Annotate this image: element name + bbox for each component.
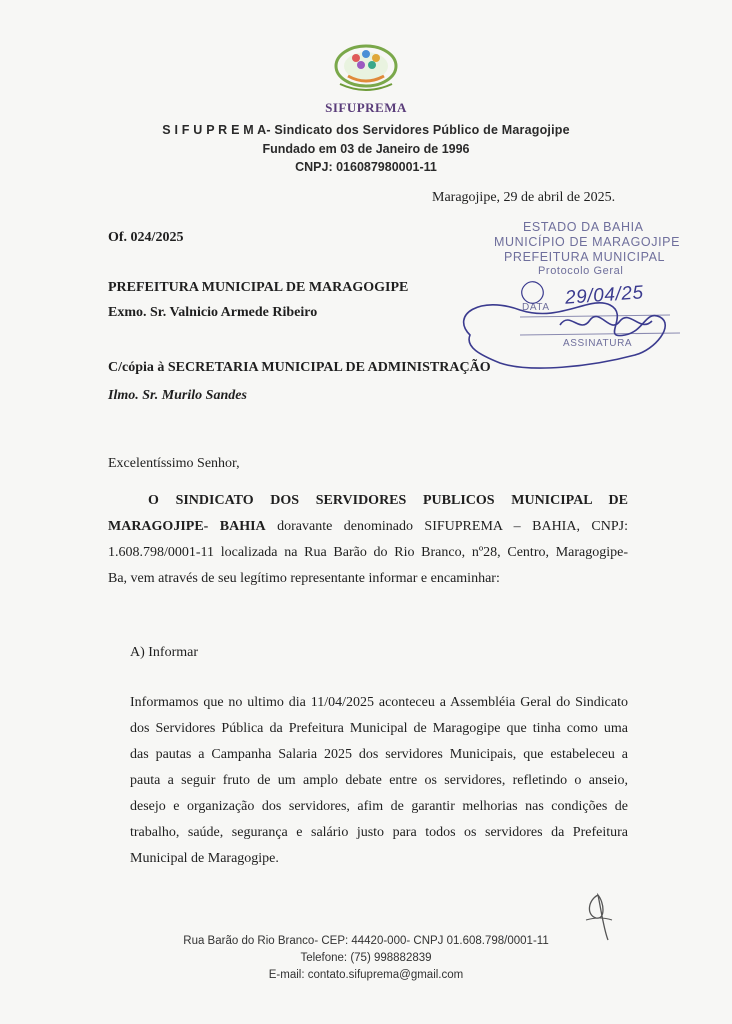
stamp-line-prefeitura: PREFEITURA MUNICIPAL xyxy=(504,250,666,264)
date-line: Maragojipe, 29 de abril de 2025. xyxy=(432,190,616,205)
paragraph-assembly-line: trabalho, saúde, segurança e salário justo para todos os servidores da Prefeitura xyxy=(130,825,628,840)
copy-to-org: C/cópia à SECRETARIA MUNICIPAL DE ADMINISTRAÇÃO xyxy=(108,360,491,375)
stamp-line-municipality: MUNICÍPIO DE MARAGOJIPE xyxy=(494,235,681,249)
paragraph-intro-line: O SINDICATO DOS SERVIDORES PUBLICOS MUNICIPAL DE xyxy=(148,493,628,508)
copy-to-person: Ilmo. Sr. Murilo Sandes xyxy=(108,388,247,403)
paragraph-intro-line: 1.608.798/0001-11 localizada na Rua Barão do Rio Branco, nº28, Centro, Maragogipe- xyxy=(108,545,628,560)
stamp-line-state: ESTADO DA BAHIA xyxy=(523,220,644,234)
stamp-handwritten-date: 29/04/25 xyxy=(564,282,645,309)
stamp-signature-label: ASSINATURA xyxy=(563,338,633,349)
paragraph-assembly-line: pauta a seguir fruto de um amplo debate entre os servidores, refletindo o anseio, xyxy=(130,773,628,788)
paragraph-assembly-line: Informamos que no ultimo dia 11/04/2025 aconteceu a Assembléia Geral do Sindicato xyxy=(130,695,628,710)
letterhead-founded: Fundado em 03 de Janeiro de 1996 xyxy=(262,142,470,156)
paragraph-assembly-line: desejo e organização dos servidores, afim de garantir melhorias nas condições de xyxy=(130,799,628,814)
greeting: Excelentíssimo Senhor, xyxy=(108,456,240,471)
footer-phone: Telefone: (75) 998882839 xyxy=(300,952,432,964)
recipient-person: Exmo. Sr. Valnicio Armede Ribeiro xyxy=(108,305,318,320)
union-name-bold: MARAGOJIPE- BAHIA xyxy=(108,519,266,534)
stamp-data-label: DATA xyxy=(522,302,550,313)
letterhead-title: S I F U P R E M A- Sindicato dos Servidores Público de Maragojipe xyxy=(162,123,570,137)
paragraph-assembly-line: Municipal de Maragogipe. xyxy=(130,851,279,866)
logo-wordmark: SIFUPREMA xyxy=(325,100,407,115)
paragraph-intro-line xyxy=(108,519,628,535)
footer-email: E-mail: contato.sifuprema@gmail.com xyxy=(268,969,464,981)
letterhead-cnpj: CNPJ: 016087980001-11 xyxy=(295,160,437,174)
recipient-org: PREFEITURA MUNICIPAL DE MARAGOGIPE xyxy=(108,280,409,295)
office-number: Of. 024/2025 xyxy=(108,230,184,245)
paragraph-assembly-line: das pautas a Campanha Salaria 2025 dos servidores Municipais, que estabeleceu a xyxy=(130,747,628,762)
paragraph-intro-line: Ba, vem através de seu legítimo representante informar e encaminhar: xyxy=(108,571,500,586)
paragraph-intro-text: doravante denominado SIFUPREMA – BAHIA, CNPJ: xyxy=(265,519,628,534)
section-a-heading: A) Informar xyxy=(130,645,199,660)
footer-address: Rua Barão do Rio Branco- CEP: 44420-000- CNPJ 01.608.798/0001-11 xyxy=(183,935,549,947)
sifuprema-logo-icon xyxy=(326,40,406,96)
stamp-line-protocolo: Protocolo Geral xyxy=(538,265,624,277)
paragraph-assembly-line: dos Servidores Pública da Prefeitura Municipal de Maragogipe que tinha como uma xyxy=(130,721,628,736)
